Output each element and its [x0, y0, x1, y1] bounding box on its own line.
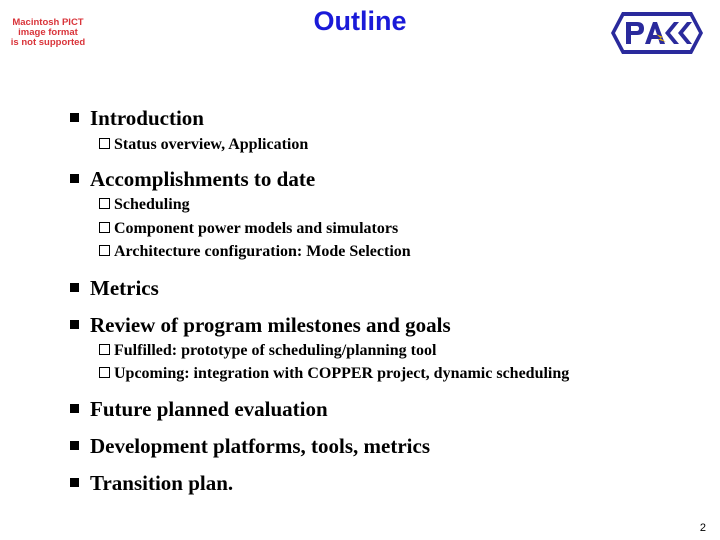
hollow-square-bullet-icon: [99, 138, 110, 149]
square-bullet-icon: [70, 113, 79, 122]
square-bullet-icon: [70, 283, 79, 292]
sub-bullet-item: Fulfilled: prototype of scheduling/planning tool: [99, 342, 436, 360]
square-bullet-icon: [70, 478, 79, 487]
square-bullet-icon: [70, 441, 79, 450]
hollow-square-bullet-icon: [99, 198, 110, 209]
sub-bullet-item: Upcoming: integration with COPPER project, dynamic scheduling: [99, 365, 569, 383]
sub-bullet-item: Component power models and simulators: [99, 220, 398, 238]
hollow-square-bullet-icon: [99, 344, 110, 355]
hollow-square-bullet-icon: [99, 367, 110, 378]
square-bullet-icon: [70, 404, 79, 413]
square-bullet-icon: [70, 174, 79, 183]
pacc-logo: [610, 10, 704, 56]
logo-text: PACC: [610, 10, 613, 11]
placeholder-line: image format: [18, 27, 78, 38]
sub-bullet-item: Status overview, Application: [99, 136, 308, 154]
sub-bullet-item: Scheduling: [99, 196, 190, 214]
hollow-square-bullet-icon: [99, 222, 110, 233]
slide-title: Outline: [313, 6, 407, 36]
hollow-square-bullet-icon: [99, 245, 110, 256]
sub-bullet-item: Architecture configuration: Mode Selection: [99, 243, 411, 261]
placeholder-line: is not supported: [10, 37, 86, 48]
page-number: 2: [699, 522, 706, 534]
placeholder-line: Macintosh PICT: [12, 17, 84, 28]
square-bullet-icon: [70, 320, 79, 329]
